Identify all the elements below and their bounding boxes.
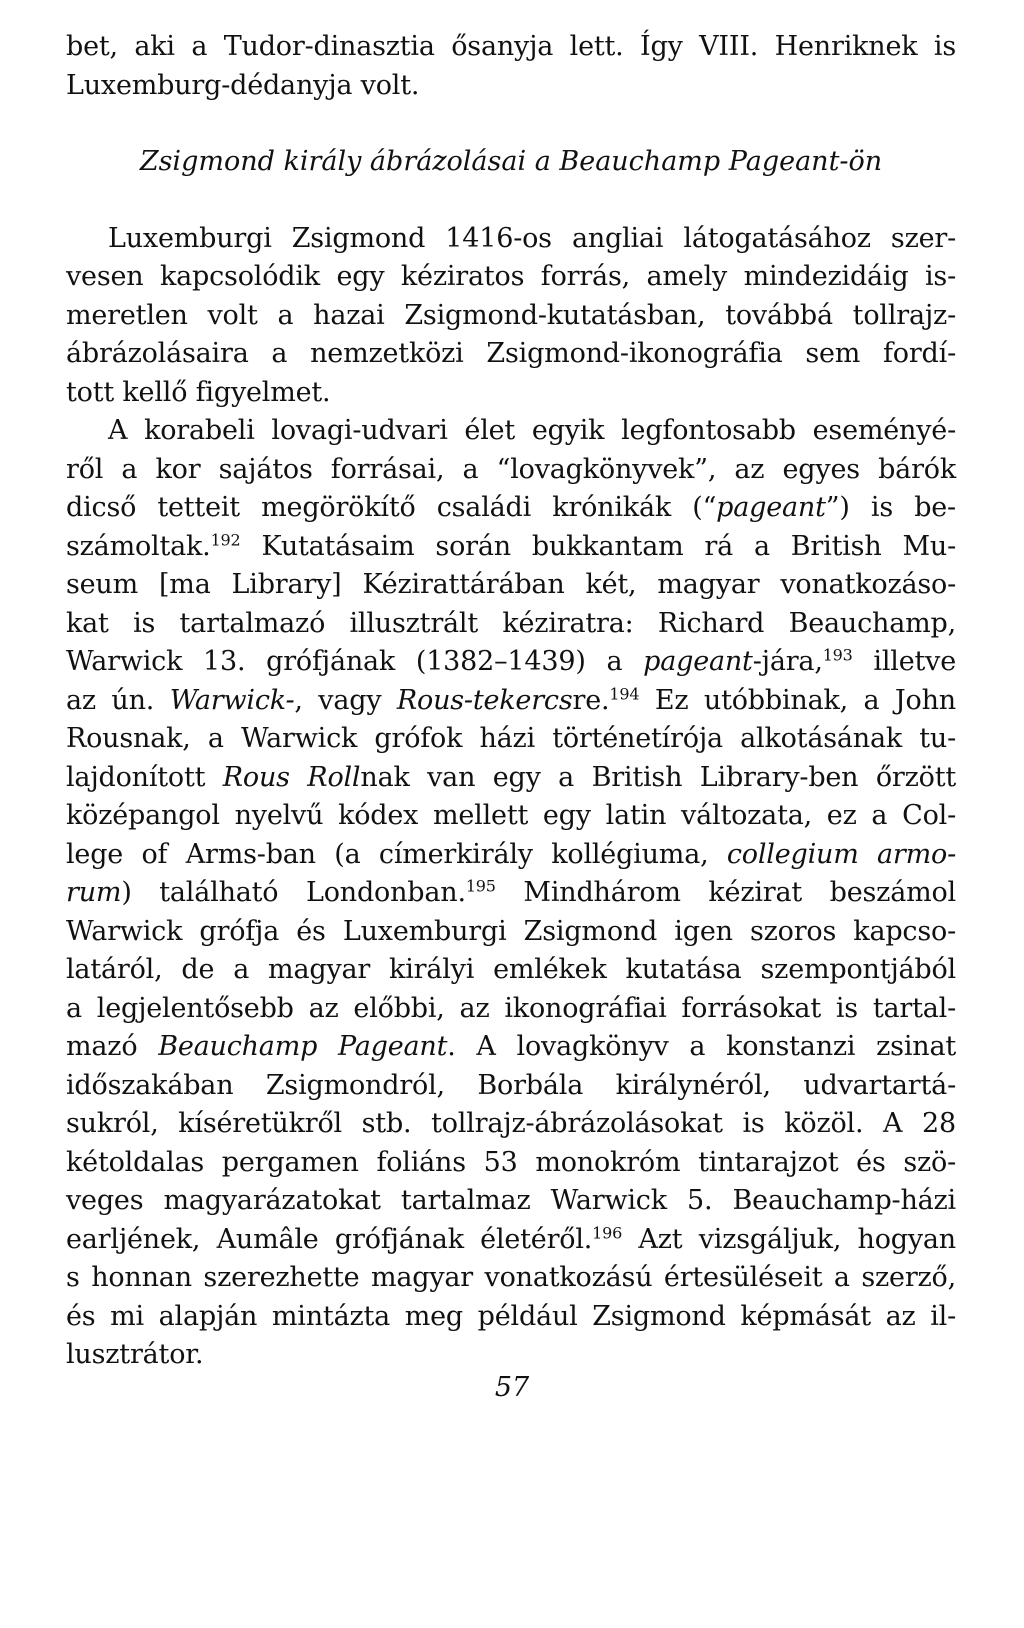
text-line: tott kellő figyelmet. — [66, 376, 331, 408]
text-span: Mindhárom kézirat beszámol — [495, 877, 956, 908]
text-span: dicső tetteit megörökítő családi krónikák (“ — [66, 492, 717, 523]
text-line: Luxemburg-dédanyja volt. — [66, 69, 420, 101]
paragraph-2 — [66, 412, 956, 1375]
text-line: kétoldalas pergamen foliáns 53 monokróm tintarajzot és szö- — [66, 1146, 956, 1178]
footnote-ref: 192 — [210, 529, 241, 549]
italic-term: Beauchamp Pageant — [158, 1031, 448, 1062]
italic-term: collegium armo- — [726, 838, 957, 870]
text-line: időszakában Zsigmondról, Borbála királynéról, udvartartá- — [66, 1069, 956, 1101]
page-number: 57 — [494, 1372, 530, 1403]
text-span: . A lovagkönyv a konstanzi zsinat — [447, 1031, 956, 1062]
text-span: lajdonított — [66, 761, 223, 793]
italic-term: rum — [66, 877, 122, 908]
text-line: vesen kapcsolódik egy kéziratos forrás, amely mindezidáig is- — [66, 261, 956, 292]
italic-term: Warwick- — [169, 684, 295, 716]
text-line: meretlen volt a hazai Zsigmond-kutatásban, továbbá tollrajz- — [66, 299, 956, 331]
text-line — [66, 759, 956, 798]
text-line: középangol nyelvű kódex mellett egy latin változata, ez a Col- — [66, 800, 956, 831]
text-span: az ún. — [66, 684, 170, 716]
text-line — [66, 1028, 956, 1067]
text-span: számoltak. — [66, 530, 211, 562]
text-span: nak van egy a British Library-ben őrzött — [360, 761, 957, 793]
text-span: , vagy — [294, 684, 397, 716]
text-line: ábrázolásaira a nemzetközi Zsigmond-ikonográfia sem fordí- — [66, 338, 956, 369]
italic-term: pageant — [643, 646, 753, 677]
footnote-ref: 195 — [465, 876, 496, 896]
text-span: earljének, Aumâle grófjának életéről. — [66, 1223, 593, 1255]
text-line: s honnan szerezhette magyar vonatkozású értesüléseit a szerző, — [66, 1262, 956, 1293]
text-span: Kutatásaim során bukkantam rá a British Mu- — [240, 530, 956, 562]
text-line — [66, 874, 956, 913]
text-span: Azt vizsgáljuk, hogyan — [622, 1223, 956, 1255]
footnote-ref: 194 — [609, 683, 640, 703]
text-span: ) található Londonban. — [121, 877, 466, 908]
text-line: és mi alapján mintázta meg például Zsigmond képmását az il- — [66, 1300, 956, 1332]
italic-term: Rous-tekercs — [396, 684, 573, 716]
paragraph-top — [66, 28, 956, 105]
text-line: sukról, kíséretükről stb. tollrajz-ábrázolásokat is közöl. A 28 — [66, 1108, 956, 1139]
text-line: bet, aki a Tudor-dinasztia ősanyja lett. Így VIII. Henriknek is — [66, 31, 956, 62]
text-line: veges magyarázatokat tartalmaz Warwick 5. Beauchamp-házi — [66, 1185, 956, 1216]
paragraph-1 — [66, 220, 956, 413]
text-span: illetve — [852, 646, 957, 677]
section-heading: Zsigmond király ábrázolásai a Beauchamp Pageant-ön — [139, 146, 883, 177]
text-line: Luxemburgi Zsigmond 1416-os angliai látogatásához szer- — [108, 222, 956, 254]
text-line — [66, 489, 956, 528]
text-line: lusztrátor. — [66, 1339, 204, 1370]
text-line — [66, 643, 956, 682]
text-line — [66, 682, 956, 721]
text-line: a legjelentősebb az előbbi, az ikonográfiai forrásokat is tartal- — [66, 992, 956, 1024]
text-line: latáról, de a magyar királyi emlékek kutatása szempontjából — [66, 954, 956, 985]
page-body — [66, 28, 956, 1375]
text-span: Warwick 13. grófjának (1382–1439) a — [66, 646, 644, 677]
italic-term: pageant — [716, 492, 826, 523]
text-span: lege of Arms-ban (a címerkirály kollégiuma, — [66, 838, 727, 870]
spacer — [66, 182, 956, 220]
text-span: mazó — [66, 1031, 159, 1062]
text-line: A korabeli lovagi-udvari élet egyik legfontosabb eseményé- — [108, 415, 956, 446]
text-line — [66, 528, 956, 567]
italic-term: Rous Roll — [222, 761, 361, 793]
text-line: Rousnak, a Warwick grófok házi történetírója alkotásának tu- — [66, 723, 956, 754]
text-span: ”) is be- — [825, 492, 956, 523]
text-line: ről a kor sajátos forrásai, a “lovagkönyvek”, az egyes bárók — [66, 453, 956, 485]
text-span: -jára, — [752, 646, 823, 677]
footnote-ref: 193 — [822, 645, 853, 665]
text-line — [66, 1221, 956, 1260]
text-span: Ez utóbbinak, a John — [639, 684, 956, 716]
spacer — [66, 105, 956, 143]
text-line: kat is tartalmazó illusztrált kéziratra: Richard Beauchamp, — [66, 607, 956, 639]
text-line: Warwick grófja és Luxemburgi Zsigmond igen szoros kapcso- — [66, 915, 956, 947]
text-span: re. — [572, 684, 610, 716]
text-line — [66, 836, 956, 875]
text-line: seum [ma Library] Kézirattárában két, magyar vonatkozáso- — [66, 569, 956, 600]
footnote-ref: 196 — [592, 1222, 623, 1242]
